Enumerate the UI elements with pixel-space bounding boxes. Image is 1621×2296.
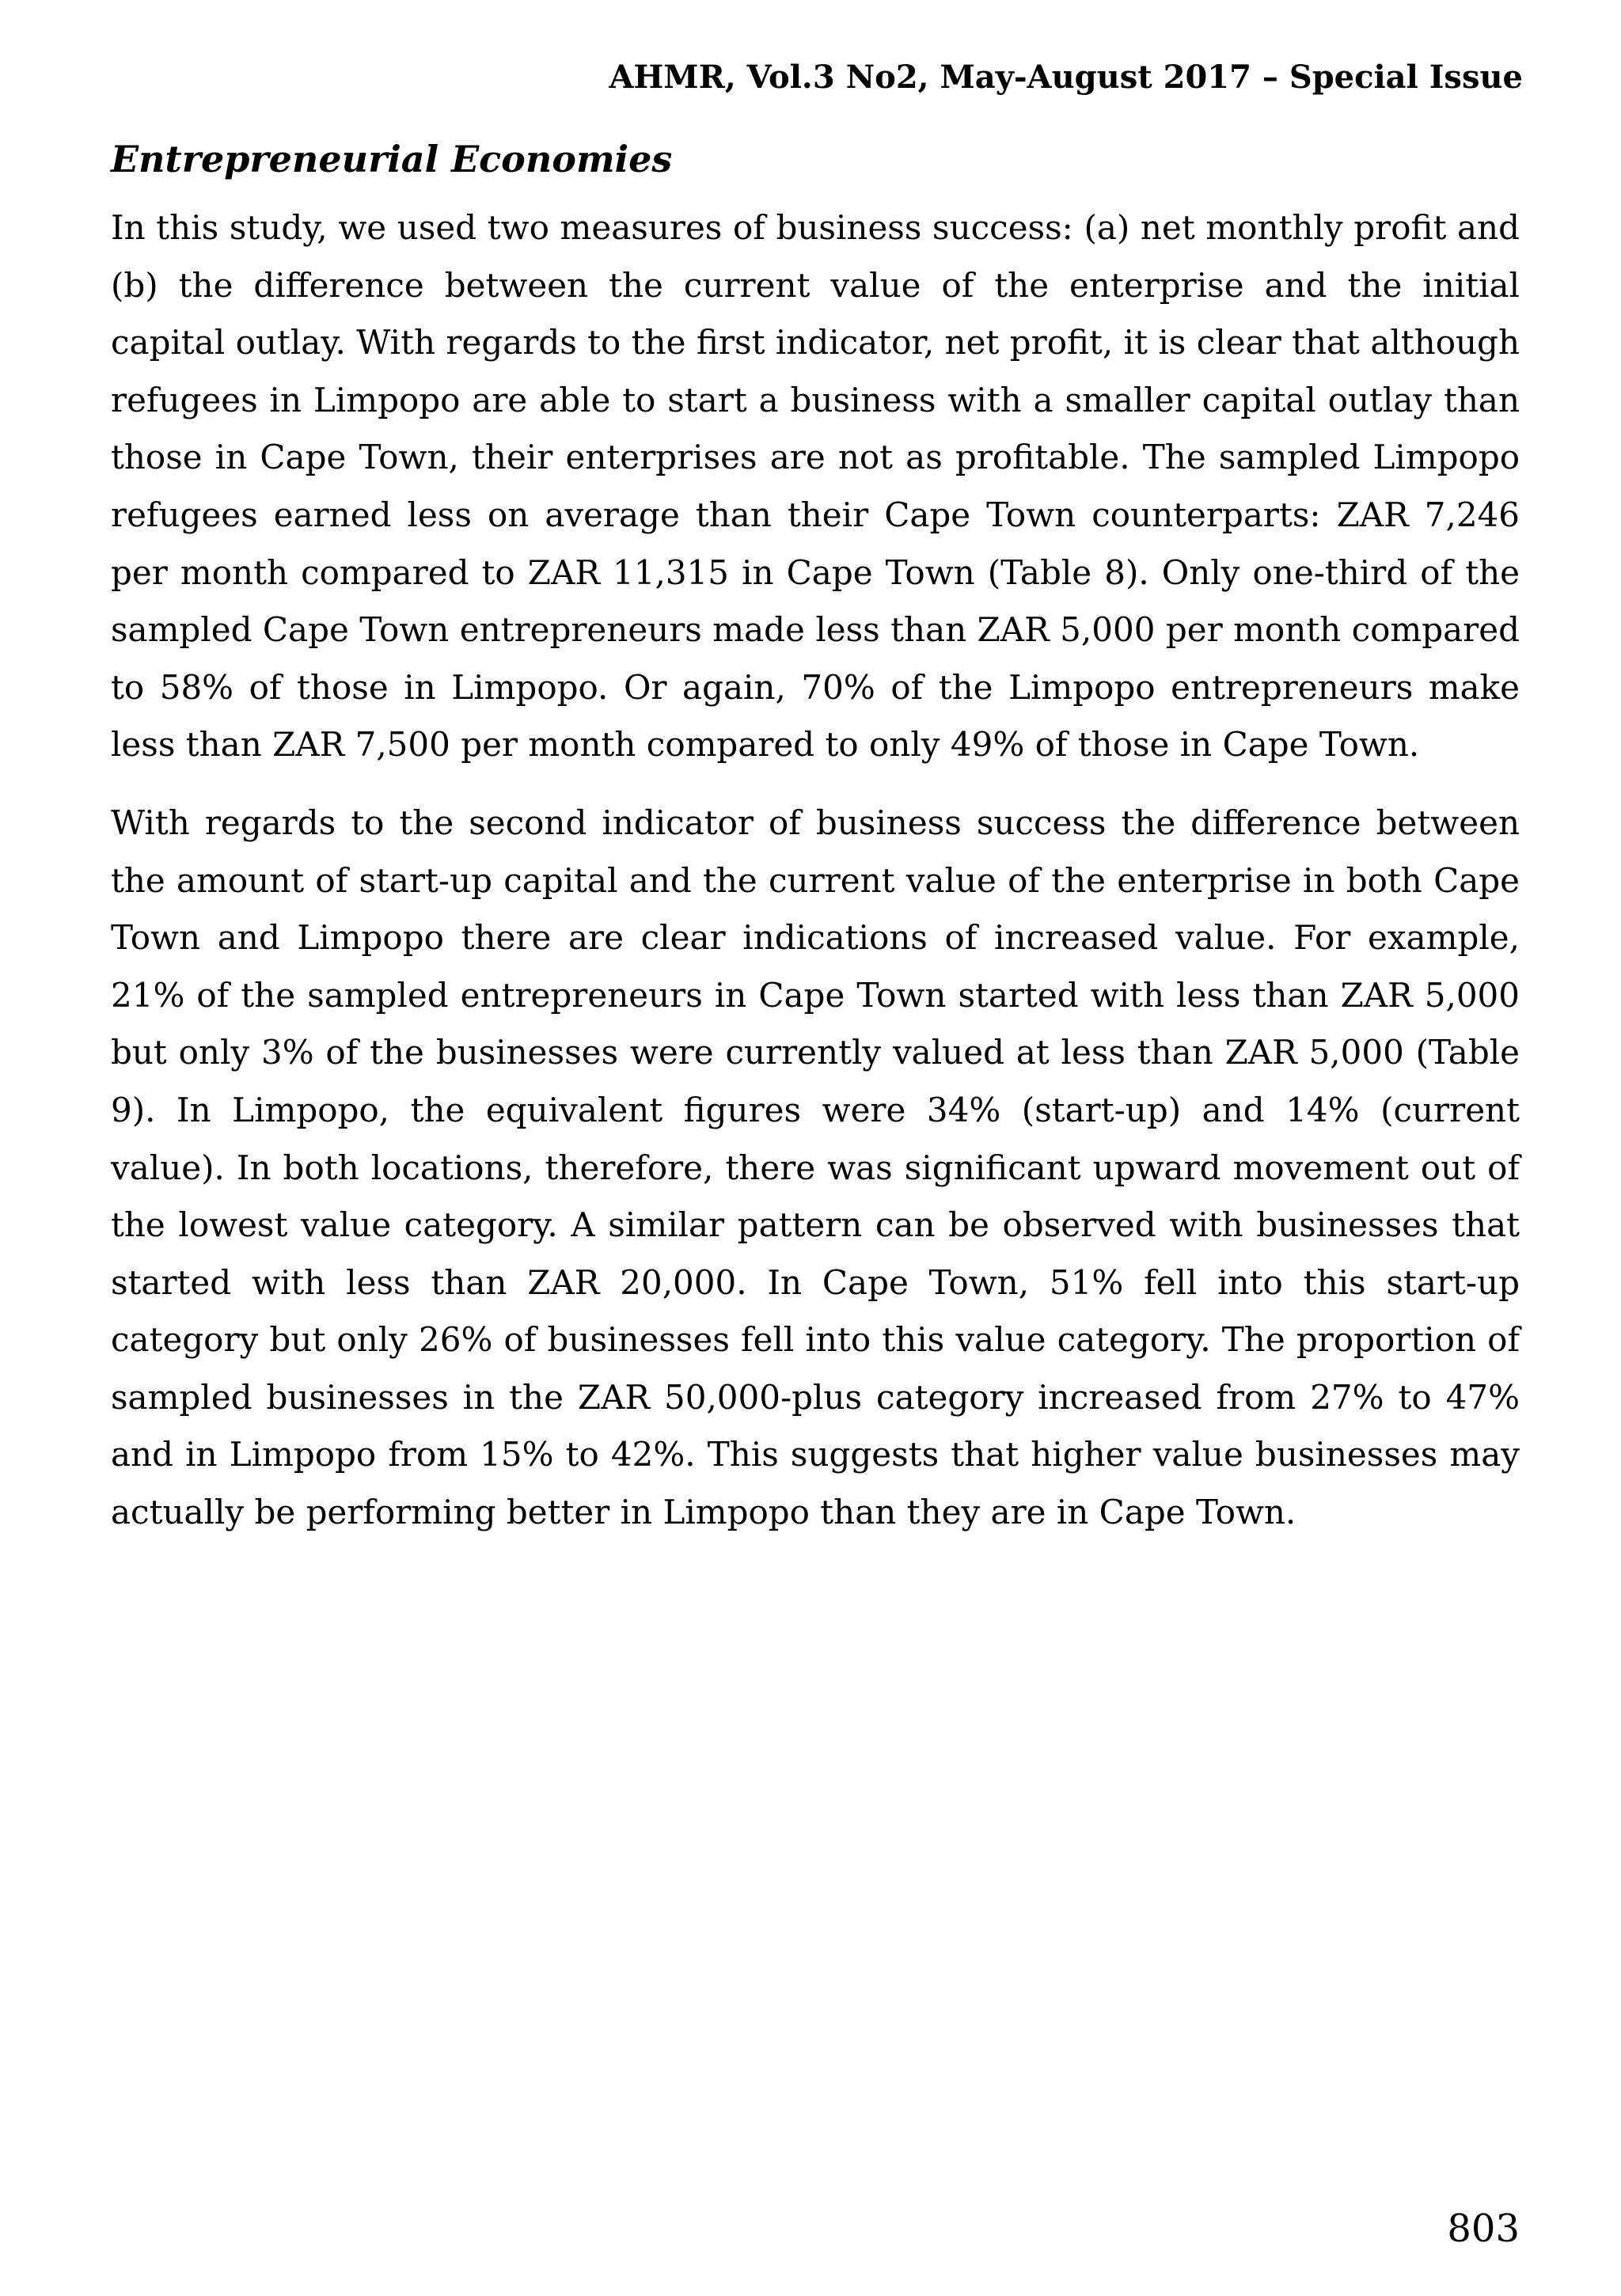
section-heading: Entrepreneurial Economies [111,138,673,180]
running-header: AHMR, Vol.3 No2, May-August 2017 – Special Issue [609,59,1523,96]
body-paragraph-2: With regards to the second indicator of business success the difference between the amount of start-up capital and the current value of the enterprise in both Cape Town and Limpopo there are clear indications of increased value. For example, 21% of the sampled entrepreneurs in Cape Town started with less than ZAR 5,000 but only 3% of the businesses were currently valued at less than ZAR 5,000 (Table 9). In Limpopo, the equivalent figures were 34% (start-up) and 14% (current value). In both locations, therefore, there was significant upward movement out of the lowest value category. A similar pattern can be observed with businesses that started with less than ZAR 20,000. In Cape Town, 51% fell into this start-up category but only 26% of businesses fell into this value category. The proportion of sampled businesses in the ZAR 50,000-plus category increased from 27% to 47% and in Limpopo from 15% to 42%. This suggests that higher value businesses may actually be performing better in Limpopo than they are in Cape Town. [111,803,1520,1532]
page-number: 803 [1447,2207,1520,2251]
article-body [111,135,1520,1542]
body-paragraph-1: In this study, we used two measures of business success: (a) net monthly profit and (b) the difference between the current value of the enterprise and the initial capital outlay. With regards to the first indicator, net profit, it is clear that although refugees in Limpopo are able to start a business with a smaller capital outlay than those in Cape Town, their enterprises are not as profitable. The sampled Limpopo refugees earned less on average than their Cape Town counterparts: ZAR 7,246 per month compared to ZAR 11,315 in Cape Town (Table 8). Only one-third of the sampled Cape Town entrepreneurs made less than ZAR 5,000 per month compared to 58% of those in Limpopo. Or again, 70% of the Limpopo entrepreneurs make less than ZAR 7,500 per month compared to only 49% of those in Cape Town. [111,208,1520,765]
